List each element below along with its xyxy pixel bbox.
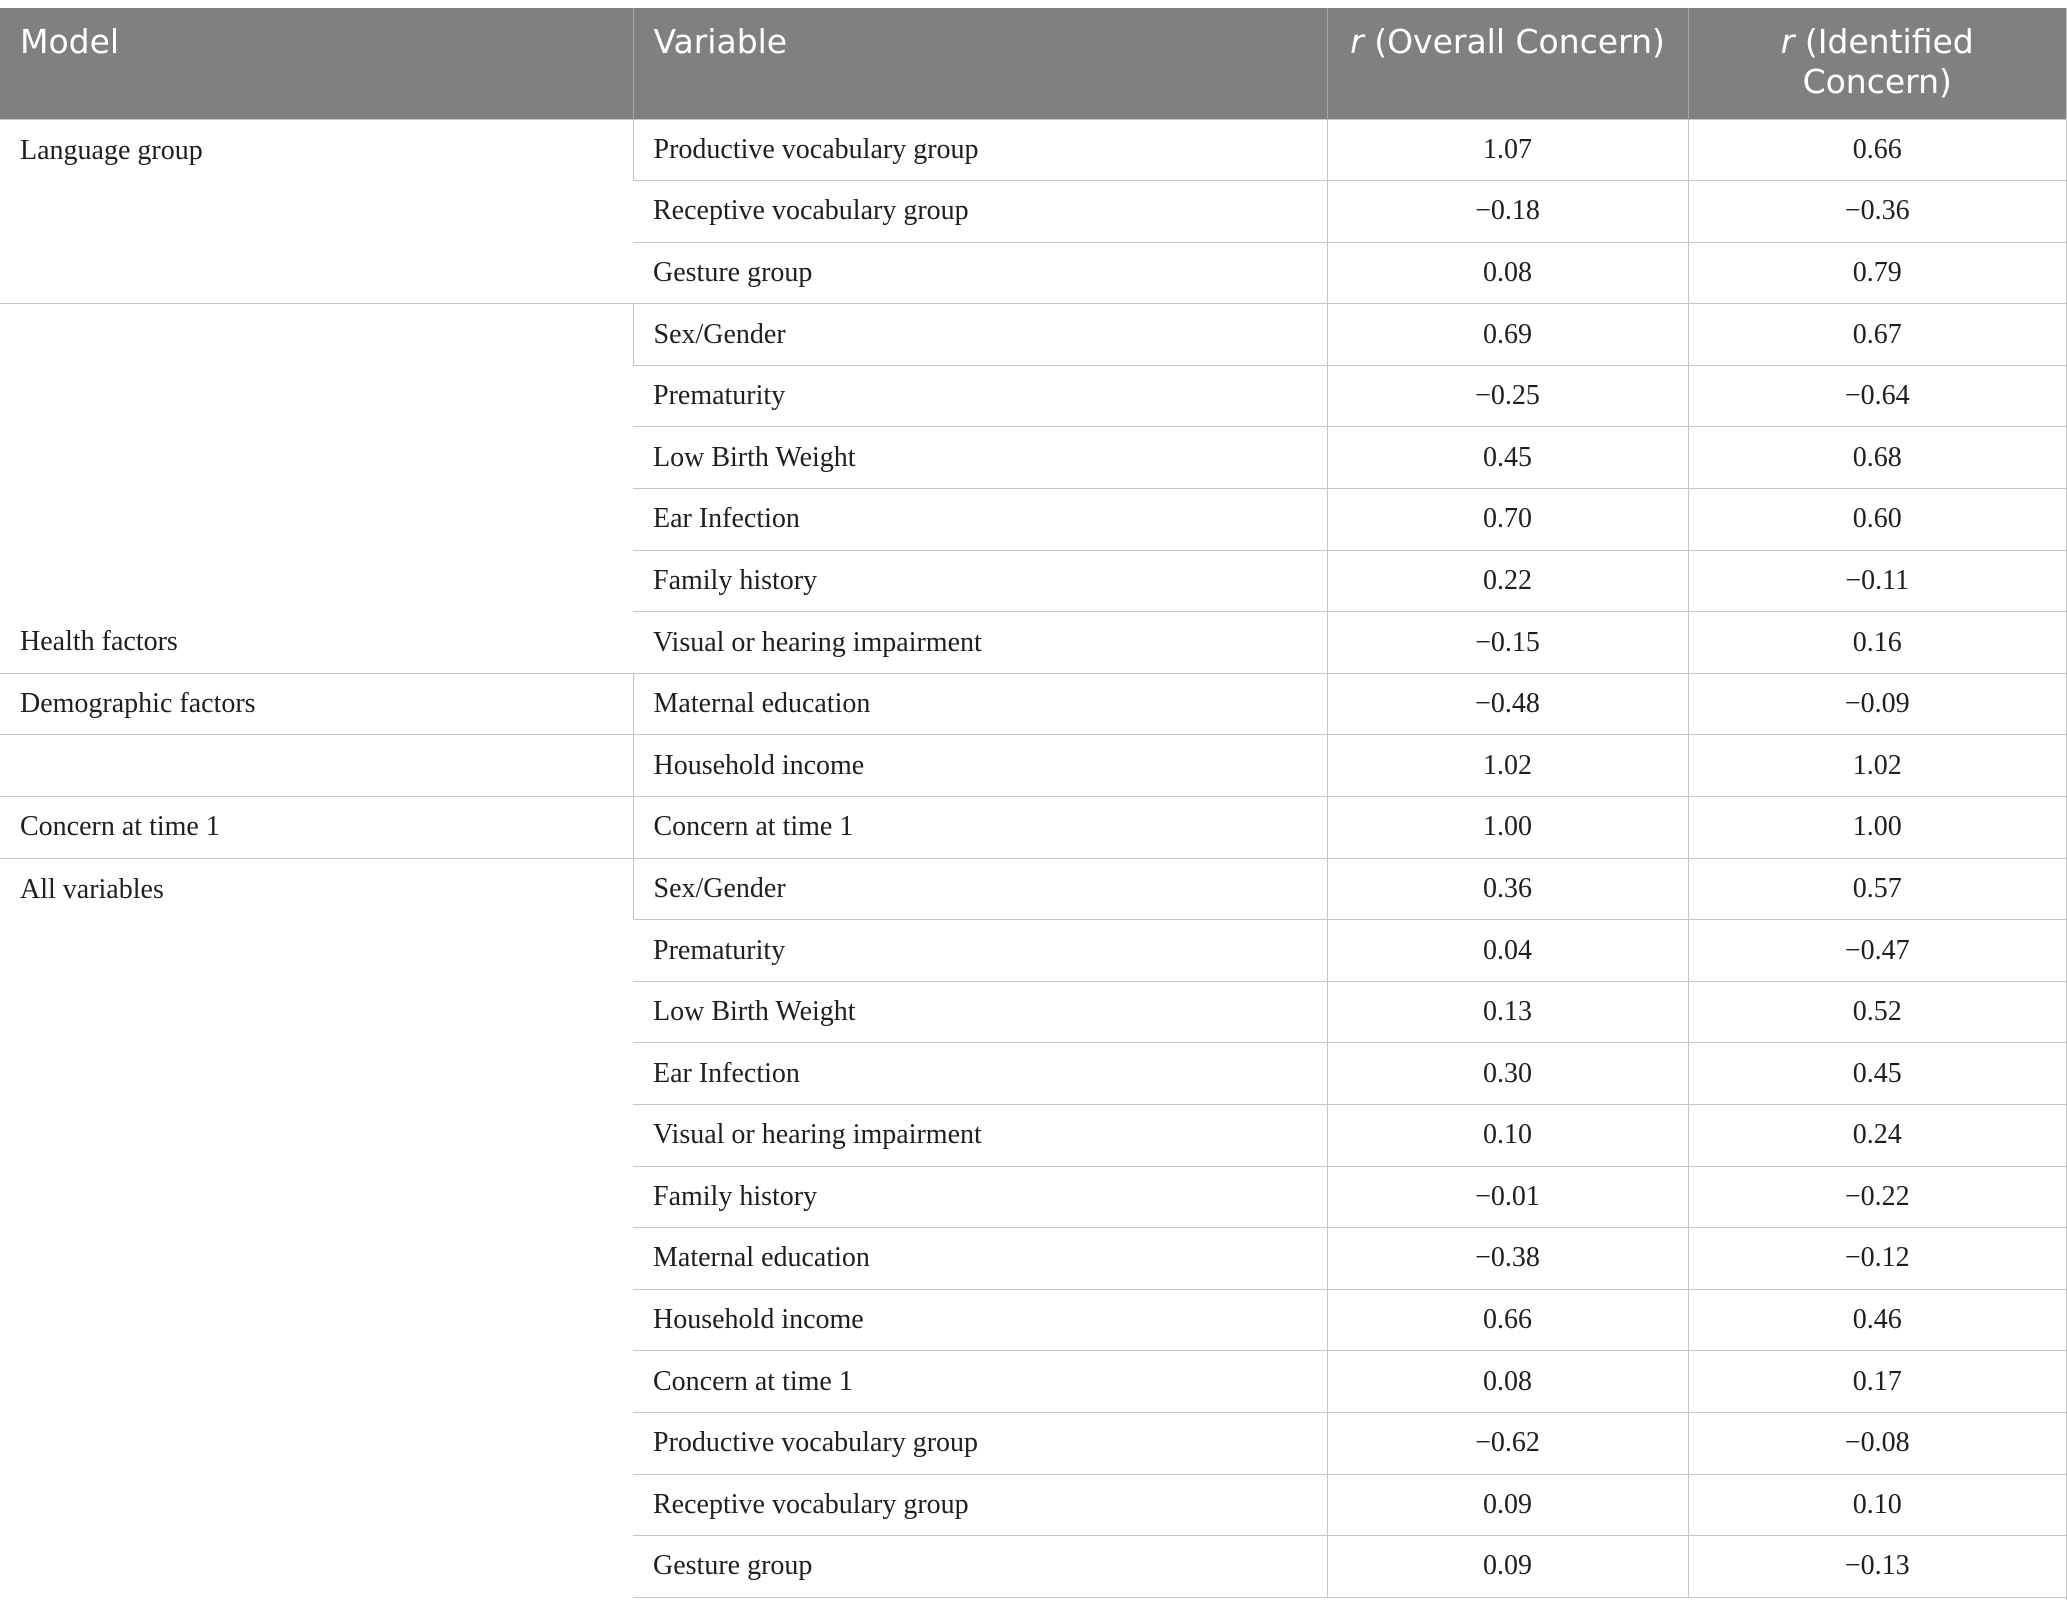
overall-value: −0.48 — [1327, 673, 1688, 735]
identified-value: −0.11 — [1688, 550, 2066, 612]
overall-value: −0.62 — [1327, 1412, 1688, 1474]
model-language-group: Language group — [0, 119, 633, 304]
overall-value: 0.09 — [1327, 1474, 1688, 1536]
header-overall-label: (Overall Concern) — [1374, 22, 1665, 61]
r-symbol: r — [1780, 22, 1795, 61]
overall-value: 0.09 — [1327, 1536, 1688, 1598]
identified-value: 0.60 — [1688, 489, 2066, 551]
results-table-container — [0, 8, 2066, 1598]
overall-value: −0.01 — [1327, 1166, 1688, 1228]
identified-value: 0.46 — [1688, 1289, 2066, 1351]
variable-cell: Receptive vocabulary group — [633, 181, 1327, 243]
variable-cell: Family history — [633, 550, 1327, 612]
identified-value: −0.64 — [1688, 365, 2066, 427]
overall-value: 0.30 — [1327, 1043, 1688, 1105]
results-table — [0, 8, 2066, 1598]
variable-cell: Visual or hearing impairment — [633, 1105, 1327, 1167]
variable-cell: Productive vocabulary group — [633, 1412, 1327, 1474]
identified-value: 0.79 — [1688, 242, 2066, 304]
variable-cell: Household income — [633, 1289, 1327, 1351]
header-identified-label: (Identified Concern) — [1802, 22, 1974, 101]
identified-value: −0.08 — [1688, 1412, 2066, 1474]
header-row — [0, 8, 2066, 119]
identified-value: −0.09 — [1688, 673, 2066, 735]
identified-value: 1.00 — [1688, 797, 2066, 859]
variable-cell: Visual or hearing impairment — [633, 612, 1327, 674]
variable-cell: Concern at time 1 — [633, 1351, 1327, 1413]
variable-cell: Household income — [633, 735, 1327, 797]
variable-cell: Low Birth Weight — [633, 427, 1327, 489]
model-demographic-factors: Demographic factors — [0, 673, 633, 735]
table-body — [0, 119, 2066, 1597]
header-model: Model — [0, 8, 633, 119]
table-row — [0, 304, 2066, 366]
overall-value: 0.08 — [1327, 242, 1688, 304]
model-empty-cell — [0, 735, 633, 797]
identified-value: −0.36 — [1688, 181, 2066, 243]
variable-cell: Family history — [633, 1166, 1327, 1228]
overall-value: 0.10 — [1327, 1105, 1688, 1167]
identified-value: 0.66 — [1688, 119, 2066, 181]
table-row — [0, 858, 2066, 920]
header-r-overall — [1327, 8, 1688, 119]
identified-value: −0.22 — [1688, 1166, 2066, 1228]
identified-value: 0.17 — [1688, 1351, 2066, 1413]
identified-value: 0.68 — [1688, 427, 2066, 489]
variable-cell: Ear Infection — [633, 1043, 1327, 1105]
header-r-identified — [1688, 8, 2066, 119]
identified-value: −0.47 — [1688, 920, 2066, 982]
r-symbol: r — [1350, 22, 1364, 61]
overall-value: 0.69 — [1327, 304, 1688, 366]
table-header — [0, 8, 2066, 119]
model-concern-time1: Concern at time 1 — [0, 797, 633, 859]
variable-cell: Gesture group — [633, 1536, 1327, 1598]
identified-value: 0.10 — [1688, 1474, 2066, 1536]
overall-value: −0.25 — [1327, 365, 1688, 427]
table-row — [0, 673, 2066, 735]
overall-value: 0.13 — [1327, 981, 1688, 1043]
header-variable: Variable — [633, 8, 1327, 119]
variable-cell: Sex/Gender — [633, 304, 1327, 366]
identified-value: 0.57 — [1688, 858, 2066, 920]
overall-value: 0.04 — [1327, 920, 1688, 982]
overall-value: −0.38 — [1327, 1228, 1688, 1290]
overall-value: 0.70 — [1327, 489, 1688, 551]
overall-value: 1.00 — [1327, 797, 1688, 859]
identified-value: 0.45 — [1688, 1043, 2066, 1105]
variable-cell: Gesture group — [633, 242, 1327, 304]
model-health-factors: Health factors — [0, 304, 633, 674]
variable-cell: Prematurity — [633, 365, 1327, 427]
variable-cell: Maternal education — [633, 1228, 1327, 1290]
overall-value: 0.66 — [1327, 1289, 1688, 1351]
identified-value: −0.12 — [1688, 1228, 2066, 1290]
table-row — [0, 735, 2066, 797]
overall-value: 0.45 — [1327, 427, 1688, 489]
identified-value: 0.67 — [1688, 304, 2066, 366]
model-all-variables: All variables — [0, 858, 633, 1597]
variable-cell: Maternal education — [633, 673, 1327, 735]
overall-value: 0.08 — [1327, 1351, 1688, 1413]
table-row — [0, 797, 2066, 859]
identified-value: 0.24 — [1688, 1105, 2066, 1167]
overall-value: −0.18 — [1327, 181, 1688, 243]
overall-value: 1.02 — [1327, 735, 1688, 797]
variable-cell: Ear Infection — [633, 489, 1327, 551]
variable-cell: Low Birth Weight — [633, 981, 1327, 1043]
variable-cell: Sex/Gender — [633, 858, 1327, 920]
overall-value: 0.36 — [1327, 858, 1688, 920]
variable-cell: Prematurity — [633, 920, 1327, 982]
variable-cell: Receptive vocabulary group — [633, 1474, 1327, 1536]
identified-value: 1.02 — [1688, 735, 2066, 797]
identified-value: 0.16 — [1688, 612, 2066, 674]
overall-value: 1.07 — [1327, 119, 1688, 181]
table-row — [0, 119, 2066, 181]
overall-value: −0.15 — [1327, 612, 1688, 674]
variable-cell: Concern at time 1 — [633, 797, 1327, 859]
overall-value: 0.22 — [1327, 550, 1688, 612]
identified-value: −0.13 — [1688, 1536, 2066, 1598]
variable-cell: Productive vocabulary group — [633, 119, 1327, 181]
identified-value: 0.52 — [1688, 981, 2066, 1043]
